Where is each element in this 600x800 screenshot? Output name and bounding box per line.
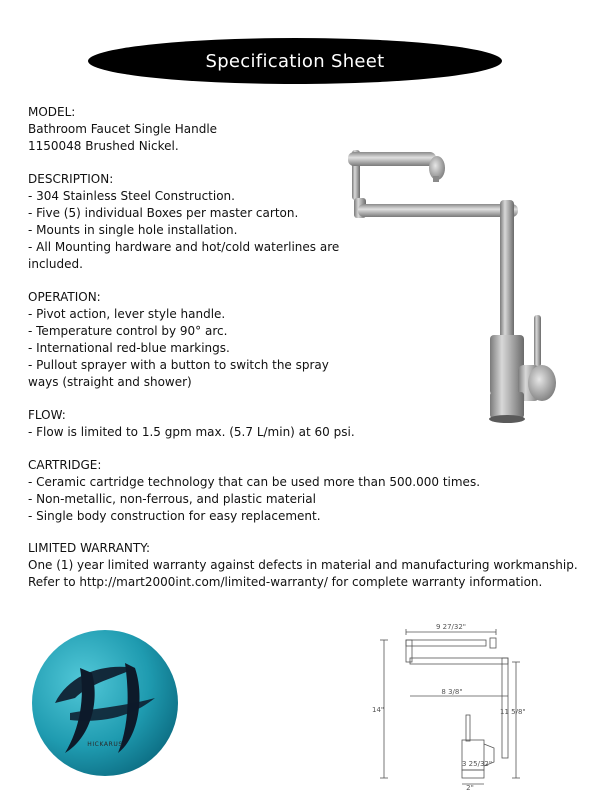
operation-line: - Temperature control by 90° arc. bbox=[28, 324, 228, 338]
description-line: - Five (5) individual Boxes per master carton. bbox=[28, 206, 299, 220]
brand-logo bbox=[30, 628, 180, 778]
description-heading: DESCRIPTION: bbox=[28, 172, 114, 186]
warranty-section bbox=[28, 540, 578, 591]
operation-section bbox=[28, 289, 358, 391]
cartridge-line: - Ceramic cartridge technology that can be used more than 500.000 times. bbox=[28, 475, 481, 489]
description-section bbox=[28, 171, 358, 273]
warranty-heading: LIMITED WARRANTY: bbox=[28, 541, 150, 555]
operation-line: - Pullout sprayer with a button to switch the spray ways (straight and shower) bbox=[28, 358, 329, 389]
model-heading: MODEL: bbox=[28, 105, 76, 119]
cartridge-section bbox=[28, 457, 481, 525]
dim-top-width: 9 27/32" bbox=[435, 623, 467, 631]
dim-base-width: 2" bbox=[466, 784, 474, 790]
cartridge-line: - Non-metallic, non-ferrous, and plastic material bbox=[28, 492, 316, 506]
flow-heading: FLOW: bbox=[28, 408, 66, 422]
description-line: - All Mounting hardware and hot/cold waterlines are included. bbox=[28, 240, 340, 271]
model-section bbox=[28, 104, 358, 155]
logo-brand-text: HICKARUS bbox=[87, 741, 123, 748]
operation-line: - Pivot action, lever style handle. bbox=[28, 307, 226, 321]
warranty-line: Refer to http://mart2000int.com/limited-warranty/ for complete warranty information. bbox=[28, 575, 543, 589]
model-line: Bathroom Faucet Single Handle bbox=[28, 122, 218, 136]
operation-line: - International red-blue markings. bbox=[28, 341, 230, 355]
faucet-product-image bbox=[330, 140, 570, 430]
dim-total-height: 14" bbox=[372, 706, 385, 714]
dimension-diagram bbox=[370, 620, 530, 790]
header-banner bbox=[88, 38, 502, 84]
cartridge-line: - Single body construction for easy replacement. bbox=[28, 509, 321, 523]
description-line: - 304 Stainless Steel Construction. bbox=[28, 189, 235, 203]
flow-line: - Flow is limited to 1.5 gpm max. (5.7 L/min) at 60 psi. bbox=[28, 425, 355, 439]
dim-spout-height: 11 5/8" bbox=[500, 708, 526, 716]
flow-section bbox=[28, 407, 358, 441]
operation-heading: OPERATION: bbox=[28, 290, 101, 304]
warranty-line: One (1) year limited warranty against defects in material and manufacturing workmanship. bbox=[28, 558, 578, 572]
cartridge-heading: CARTRIDGE: bbox=[28, 458, 102, 472]
page-title: Specification Sheet bbox=[205, 50, 385, 72]
dim-base: 3 25/32" bbox=[462, 760, 493, 768]
dim-spout-reach: 8 3/8" bbox=[441, 688, 463, 696]
description-line: - Mounts in single hole installation. bbox=[28, 223, 238, 237]
spec-text bbox=[28, 104, 481, 541]
model-line: 1150048 Brushed Nickel. bbox=[28, 139, 179, 153]
